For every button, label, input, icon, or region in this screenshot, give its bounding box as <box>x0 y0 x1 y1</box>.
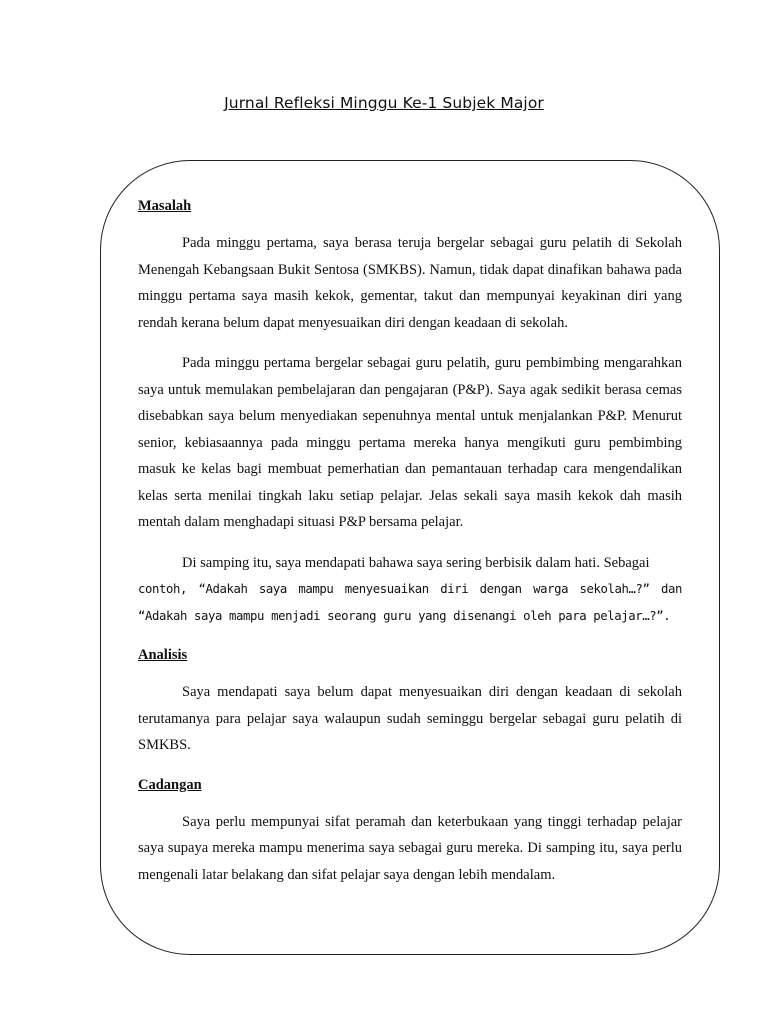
section-heading-masalah: Masalah <box>138 198 192 214</box>
journal-content <box>138 194 682 902</box>
section-heading-cadangan: Cadangan <box>138 776 202 793</box>
masalah-paragraph-3-intro: Di samping itu, saya mendapati bahawa saya sering berbisik dalam hati. Sebagai <box>182 554 650 571</box>
page-title: Jurnal Refleksi Minggu Ke-1 Subjek Major <box>224 94 544 112</box>
masalah-paragraph-2: Pada minggu pertama bergelar sebagai guru pelatih, guru pembimbing mengarahkan saya untuk memulakan pembelajaran dan pengajaran (P&P). Saya agak sedikit berasa cemas disebabkan saya belum menyediakan sepenuhnya mental untuk menjalankan P&P. Menurut senior, kebiasaannya pada minggu pertama mereka hanya mengikuti guru pembimbing masuk ke kelas bagi membuat pemerhatian dan pemantauan terhadap cara mengendalikan kelas serta menilai tingkah laku setiap pelajar. Jelas sekali saya masih kekok dah masih mentah dalam menghadapi situasi P&P bersama pelajar. <box>138 355 682 530</box>
section-heading-analisis: Analisis <box>138 647 188 663</box>
masalah-paragraph-3-quotes: contoh, “Adakah saya mampu menyesuaikan diri dengan warga sekolah…?” dan “Adakah saya mampu menjadi seorang guru yang disenangi oleh para pelajar…?”. <box>138 582 682 623</box>
masalah-paragraph-1: Pada minggu pertama, saya berasa teruja bergelar sebagai guru pelatih di Sekolah Menengah Kebangsaan Bukit Sentosa (SMKBS). Namun, tidak dapat dinafikan bahawa pada minggu pertama saya masih kekok, gementar, takut dan mempunyai keyakinan diri yang rendah kerana belum dapat menyesuaikan diri dengan keadaan di sekolah. <box>138 235 682 331</box>
cadangan-paragraph-1: Saya perlu mempunyai sifat peramah dan keterbukaan yang tinggi terhadap pelajar saya supaya mereka mampu menerima saya sebagai guru mereka. Di samping itu, saya perlu mengenali latar belakang dan sifat pelajar saya dengan lebih mendalam. <box>138 813 682 883</box>
analisis-paragraph-1: Saya mendapati saya belum dapat menyesuaikan diri dengan keadaan di sekolah terutamanya para pelajar saya walaupun sudah seminggu bergelar sebagai guru pelatih di SMKBS. <box>138 684 682 753</box>
masalah-paragraph-3 <box>138 550 682 577</box>
